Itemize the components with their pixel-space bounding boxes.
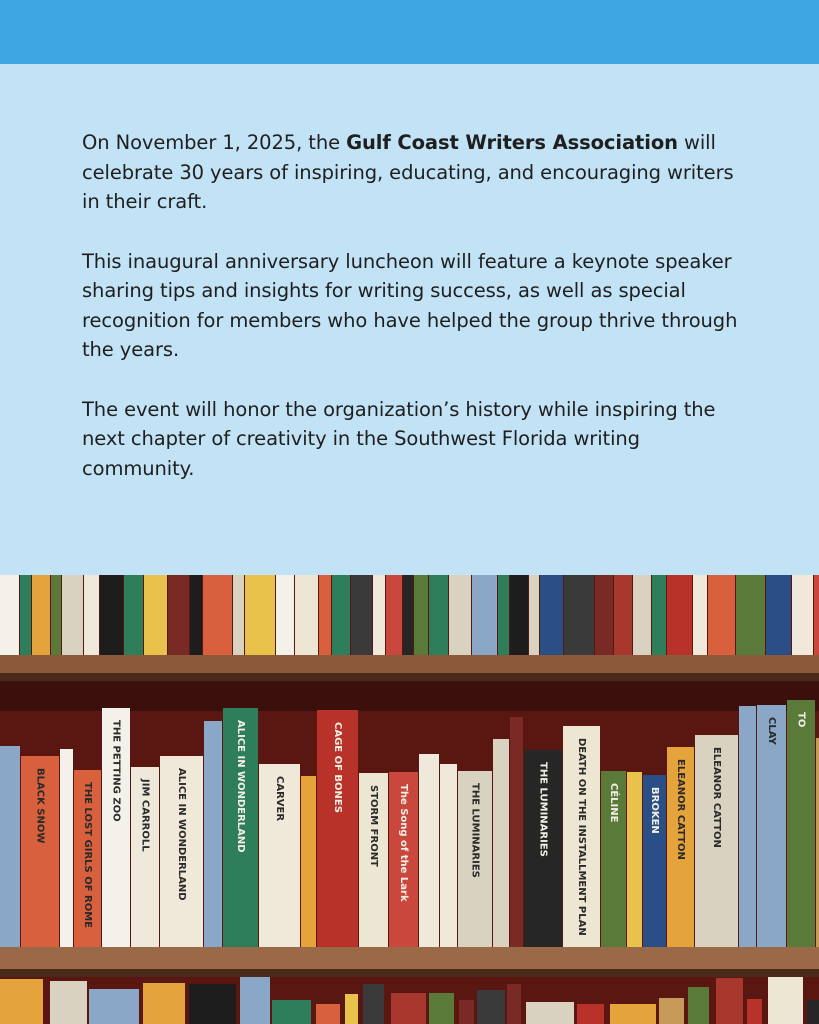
book-spine-title: DEATH ON THE INSTALLMENT PLAN	[576, 738, 587, 936]
book-spine	[766, 575, 791, 655]
paragraph-luncheon: This inaugural anniversary luncheon will feature a keynote speaker sharing tips and insights for writing success, as well as special recognition for members who have helped the group thrive through the years.	[82, 249, 738, 361]
book-spine-title: THE LUMINARIES	[469, 783, 481, 878]
book-spine	[807, 1000, 819, 1024]
book-spine	[498, 575, 509, 655]
book-spine	[32, 575, 50, 655]
book-spine	[627, 772, 642, 947]
book-spine	[472, 575, 497, 655]
book-spine	[20, 575, 31, 655]
book-spine	[768, 977, 803, 1024]
book-spine	[373, 575, 385, 655]
paragraph-anniversary	[82, 128, 742, 217]
book-spine-title: THE LOST GIRLS OF ROME	[82, 782, 93, 929]
book-spine	[787, 700, 815, 947]
book-spine	[419, 754, 439, 947]
book-spine	[143, 983, 185, 1024]
book-spine	[659, 998, 684, 1024]
book-spine	[739, 706, 756, 947]
book-spine	[429, 575, 448, 655]
book-spine	[363, 984, 384, 1024]
book-spine	[332, 575, 350, 655]
book-spine	[414, 575, 428, 655]
book-spine	[60, 749, 73, 947]
book-spine	[0, 575, 19, 655]
book-spine-title: ALICE IN WONDERLAND	[176, 768, 187, 901]
book-spine	[0, 979, 43, 1024]
book-spine	[295, 575, 318, 655]
book-spine	[351, 575, 372, 655]
book-spine	[0, 746, 20, 947]
book-spine-title: ELEANOR CATTON	[675, 759, 686, 860]
book-spine-title: ALICE IN WONDERLAND	[235, 720, 246, 853]
book-spine	[449, 575, 471, 655]
book-spine	[564, 575, 594, 655]
bookshelf-illustration	[0, 575, 819, 1024]
book-spine	[203, 575, 232, 655]
book-spine	[276, 575, 294, 655]
book-spine	[440, 764, 457, 947]
book-spine-title: STORM FRONT	[368, 785, 379, 867]
book-spine-title: BROKEN	[649, 787, 660, 834]
book-spine	[595, 575, 613, 655]
book-spine	[386, 575, 402, 655]
book-spine	[429, 993, 454, 1024]
book-spine	[51, 575, 61, 655]
book-spine	[633, 575, 651, 655]
book-spine	[144, 575, 167, 655]
book-spine	[529, 575, 539, 655]
book-spine-title: CLAY	[766, 717, 777, 745]
book-spine	[708, 575, 735, 655]
book-spine-title: CAGE OF BONES	[332, 722, 343, 813]
book-spine	[391, 993, 426, 1024]
book-spine	[652, 575, 666, 655]
book-spine	[577, 1004, 604, 1024]
book-spine	[493, 739, 509, 947]
book-spine	[526, 1002, 574, 1024]
book-spine	[89, 989, 139, 1024]
book-spine	[50, 981, 87, 1024]
book-spine	[62, 575, 83, 655]
book-spine	[667, 575, 692, 655]
book-spine	[272, 1000, 311, 1024]
book-spine	[747, 999, 762, 1024]
book-spine	[403, 575, 413, 655]
book-spine-title: The Song of the Lark	[398, 784, 409, 902]
book-spine	[736, 575, 765, 655]
book-spine	[510, 717, 523, 947]
book-spine	[540, 575, 563, 655]
book-spine	[316, 1004, 340, 1024]
book-spine	[240, 977, 270, 1024]
book-spine-title: ELEANOR CATTON	[711, 747, 722, 848]
book-spine	[814, 575, 819, 655]
book-spine	[204, 721, 222, 947]
paragraph-history: The event will honor the organization’s history while inspiring the next chapter of creativity in the Southwest Florida writing community.	[82, 397, 716, 480]
paragraph-1-rest: will celebrate 30 years of inspiring, educating, and encouraging writers in their craft.	[82, 131, 734, 213]
book-spine	[168, 575, 189, 655]
book-spine	[716, 978, 743, 1024]
book-spine	[688, 987, 709, 1024]
book-spine-title: TO	[795, 712, 807, 728]
book-spine-title: CARVER	[274, 776, 285, 822]
book-spine	[100, 575, 123, 655]
book-spine-title: THE PETTING ZOO	[110, 720, 122, 822]
book-spine	[190, 575, 202, 655]
book-spine	[693, 575, 707, 655]
top-banner-bar	[0, 0, 819, 64]
book-spine-title: JIM CARROLL	[139, 779, 151, 852]
book-spine	[614, 575, 632, 655]
book-spine	[345, 994, 358, 1024]
book-spine-title: THE LUMINARIES	[537, 762, 549, 857]
book-spine	[233, 575, 244, 655]
book-spine	[84, 575, 99, 655]
book-spine	[477, 990, 505, 1024]
organization-name: Gulf Coast Writers Association	[346, 131, 678, 154]
bookshelf-photo	[0, 575, 819, 1024]
book-spine	[792, 575, 813, 655]
paragraph-1-intro: On November 1, 2025, the	[82, 131, 347, 154]
announcement-text	[82, 128, 742, 513]
book-spine-title: CÉLINE	[608, 783, 619, 823]
book-spine	[610, 1004, 656, 1024]
book-spine	[507, 984, 521, 1024]
book-spine	[245, 575, 275, 655]
book-spine	[301, 776, 316, 947]
book-spine	[510, 575, 528, 655]
book-spine	[189, 984, 236, 1024]
book-spine	[319, 575, 331, 655]
book-spine	[124, 575, 143, 655]
book-spine-title: BLACK SNOW	[34, 768, 46, 844]
book-spine	[459, 1000, 474, 1024]
